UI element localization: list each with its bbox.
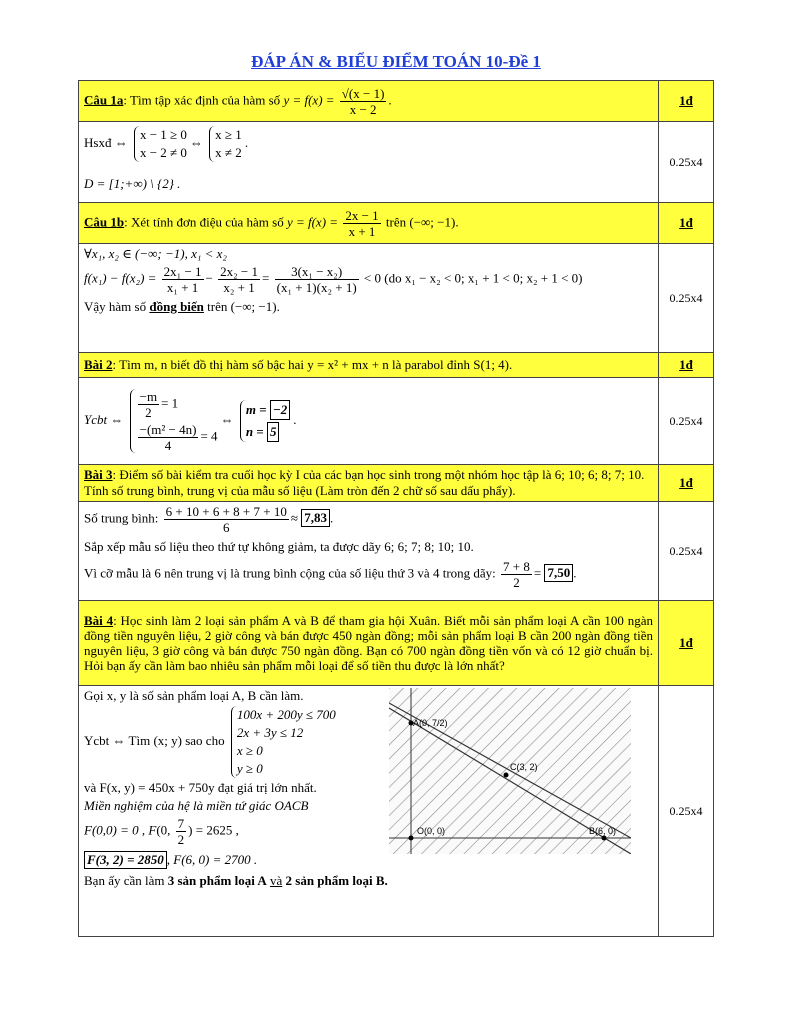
q1b-interval: trên (−∞; −1). xyxy=(385,213,459,229)
q4-f-values: F(0,0) = 0 , F xyxy=(84,822,157,838)
q3-mean-label: Số trung bình: xyxy=(84,510,159,526)
q1a-system-2: x ≥ 1 x ≠ 2 xyxy=(209,126,242,162)
q4-ycbt: Ycbt ⇔ Tìm (x; y) sao cho xyxy=(84,732,225,748)
q3-body-row: Số trung bình: $\frac{6 + 10 + 6 + 8 + 7 + 10}{6}$ ≈ 7,83 . Sắp xếp mẫu số liệu theo thứ tự không giảm, ta được dãy 6; 6; 7; 8; 10; 10. Vì cỡ mẫu là 6 nên trung vị là trung bình cộng của số liệu thứ 3 và 4 trong dãy: $\frac{7 + 8}{2}$ = 7,50 . 0.25x4 xyxy=(79,502,714,601)
q1a-label: Câu 1a xyxy=(84,91,124,107)
label-c: C(3, 2) xyxy=(510,762,538,772)
q4-line1: Gọi x, y là số sản phẩm loại A, B cần làm. xyxy=(84,688,304,703)
q3-score: 0.25x4 xyxy=(669,544,703,558)
q1b-label: Câu 1b xyxy=(84,213,125,229)
q1a-func: y = f(x) = xyxy=(283,91,335,107)
q2-n-value: 5 xyxy=(267,422,280,442)
page-title: ĐÁP ÁN & BIỂU ĐIỂM TOÁN 10-Đề 1 xyxy=(251,52,541,71)
q2-m-value: −2 xyxy=(270,400,290,420)
q3-median-fraction: $\frac{7 + 8}{2}$ xyxy=(503,559,530,590)
label-o: O(0, 0) xyxy=(417,826,446,836)
q4-header-row xyxy=(79,601,714,686)
label-a: A(0, 7/2) xyxy=(413,718,448,728)
q1b-line1: ∀x₁, x₂ ∈ (−∞; −1), x₁ < x₂ xyxy=(84,246,227,261)
answer-table xyxy=(78,80,714,937)
q1a-system-1: x − 1 ≥ 0 x − 2 ≠ 0 xyxy=(134,126,187,162)
q1a-fraction: $\frac{√(x - 1)}{x - 2}$ xyxy=(341,85,385,117)
q3-median-value: 7,50 xyxy=(544,564,573,582)
q3-median-text: Vì cỡ mẫu là 6 nên trung vị là trung bình cộng của số liệu thứ 3 và 4 trong dãy: xyxy=(84,565,496,581)
q1b-func: y = f(x) = xyxy=(286,213,339,229)
point-o xyxy=(409,836,414,841)
q4-max-value: F(3, 2) = 2850 xyxy=(84,851,167,869)
q1b-body-row: ∀x₁, x₂ ∈ (−∞; −1), x₁ < x₂ f(x₁) − f(x₂) = $\frac{\text{2x₁ − 1}}{\text{x₁ + 1}}$ − $\frac{\text{2x₂ − 1}}{\text{x₂ + 1}}$ = $\frac{\text{3(x₁ − x₂)}}{\text{(x₁ + 1)(x₂ + 1)}}$ < 0 (do x₁ − x₂ < 0; x₁ + 1 < 0; x₂ + 1 < 0) Vậy hàm số đồng biến trên (−∞; −1). 0.25x4 xyxy=(79,244,714,353)
q3-sort: Sắp xếp mẫu số liệu theo thứ tự không giảm, ta được dãy 6; 6; 7; 8; 10; 10. xyxy=(84,539,474,554)
q1b-reason: < 0 (do x₁ − x₂ < 0; x₁ + 1 < 0; x₂ + 1 < 0) xyxy=(363,270,583,286)
q4-label: Bài 4 xyxy=(84,613,114,628)
q1a-text: : Tìm tập xác định của hàm số xyxy=(123,91,281,107)
q2-system: $\frac{-m}{2}$ = 1 $\frac{\text{−(m² − 4n)}}{4}$ = 4 xyxy=(130,389,218,453)
q2-score: 0.25x4 xyxy=(669,414,703,428)
q2-label: Bài 2 xyxy=(84,357,113,372)
q1b-header-row xyxy=(79,203,714,244)
q3-label: Bài 3 xyxy=(84,467,113,482)
q4-line4: Miền nghiệm của hệ là miền tứ giác OACB xyxy=(84,798,309,813)
q1b-points: 1đ xyxy=(679,215,693,230)
q1b-text: : Xét tính đơn điệu của hàm số xyxy=(124,213,284,229)
q2-points: 1đ xyxy=(679,357,693,372)
q1a-hsxd: Hsxđ ⇔ xyxy=(84,134,128,150)
q1b-score: 0.25x4 xyxy=(669,291,703,305)
feasible-region-graph xyxy=(389,688,631,854)
q1a-score: 0.25x4 xyxy=(669,155,703,169)
q4-line3: và F(x, y) = 450x + 750y đạt giá trị lớn nhất. xyxy=(84,780,317,795)
q4-body-row: Gọi x, y là số sản phẩm loại A, B cần làm. Ycbt ⇔ Tìm (x; y) sao cho 100x + 200y ≤ 700 2x + 3y ≤ 12 x ≥ 0 y ≥ 0 và F(x, y) = 450x + 750y đạt giá trị lớn nhất. Miền nghiệm của hệ là miền tứ giác OACB F(0,0) = 0 , F(0, $\frac{7}{2}$ ) = 2625 , F(3, 2) = 2850 , F(6, 0) = 2700 . Bạn ấy cần làm 3 sản phẩm loại A và 2 sản phẩm loại B. A(0, 7/2) C(3, 2) O(0, 0) B(6, 0) 0.25x4 xyxy=(79,686,714,937)
q1a-header-row: Câu 1a: Tìm tập xác định của hàm số y = f(x) = $\frac{√(x - 1)}{x - 2}$ . 1đ xyxy=(79,81,714,122)
q4-points: 1đ xyxy=(679,635,693,650)
q2-result: m = −2 n = 5 xyxy=(240,400,290,442)
q2-header-row xyxy=(79,353,714,378)
q1a-body-row: Hsxđ ⇔ x − 1 ≥ 0 x − 2 ≠ 0 ⇔ x ≥ 1 x ≠ 2 . D = [1;+∞) \ {2} . 0.25x4 xyxy=(79,122,714,203)
q3-mean-value: 7,83 xyxy=(301,509,330,527)
q3-header-row xyxy=(79,465,714,502)
q2-text: : Tìm m, n biết đồ thị hàm số bậc hai y = x² + mx + n là parabol đỉnh S(1; 4). xyxy=(112,357,513,372)
q1b-diff: f(x₁) − f(x₂) = xyxy=(84,270,157,286)
q3-text: : Điểm số bài kiểm tra cuối học kỳ I của các bạn học sinh trong một nhóm học tập là 6; 10; 6; 8; 7; 10. Tính số trung bình, trung vị của mẫu số liệu (Làm tròn đến 2 chữ số sau dấu phẩy). xyxy=(84,467,645,498)
q3-mean-fraction: $\frac{6 + 10 + 6 + 8 + 7 + 10}{6}$ xyxy=(165,504,287,535)
point-b xyxy=(602,836,607,841)
q1b-conclusion-bold: đồng biến xyxy=(149,299,204,314)
q4-answer-b: 2 sản phẩm loại B. xyxy=(285,873,388,888)
q2-body-row: Ycbt ⇔ $\frac{-m}{2}$ = 1 $\frac{\text{−(m² − 4n)}}{4}$ = 4 ⇔ m = −2 n = 5 . 0.25x4 xyxy=(79,378,714,465)
label-b: B(6, 0) xyxy=(589,826,617,836)
q4-text: : Học sinh làm 2 loại sản phẩm A và B để tham gia hội Xuân. Biết mỗi sản phẩm loại A cần 100 ngàn đồng tiền nguyên liệu, 2 giờ công và bán được 450 ngàn đồng; mỗi sản phẩm loại B cần 200 ngàn đồng tiền nguyên liệu, 3 giờ công và bán được 750 ngàn đồng. Bạn có 700 ngàn đồng tiền vốn và có 12 giờ chuẩn bị. Hỏi bạn ấy cần làm bao nhiêu sản phẩm mỗi loại để số tiền thu được là lớn nhất? xyxy=(84,613,653,673)
q1a-points: 1đ xyxy=(679,93,693,108)
point-c xyxy=(504,773,509,778)
q2-ycbt: Ycbt ⇔ xyxy=(84,411,124,427)
q1b-fraction: $\frac{2x - 1}{x + 1}$ xyxy=(345,207,379,239)
q4-answer-a: 3 sản phẩm loại A xyxy=(167,873,267,888)
q3-points: 1đ xyxy=(679,475,693,490)
q1a-domain: D = [1;+∞) \ {2} . xyxy=(84,176,181,191)
q4-score: 0.25x4 xyxy=(669,804,703,818)
q4-system: 100x + 200y ≤ 700 2x + 3y ≤ 12 x ≥ 0 y ≥ 0 xyxy=(231,706,336,778)
